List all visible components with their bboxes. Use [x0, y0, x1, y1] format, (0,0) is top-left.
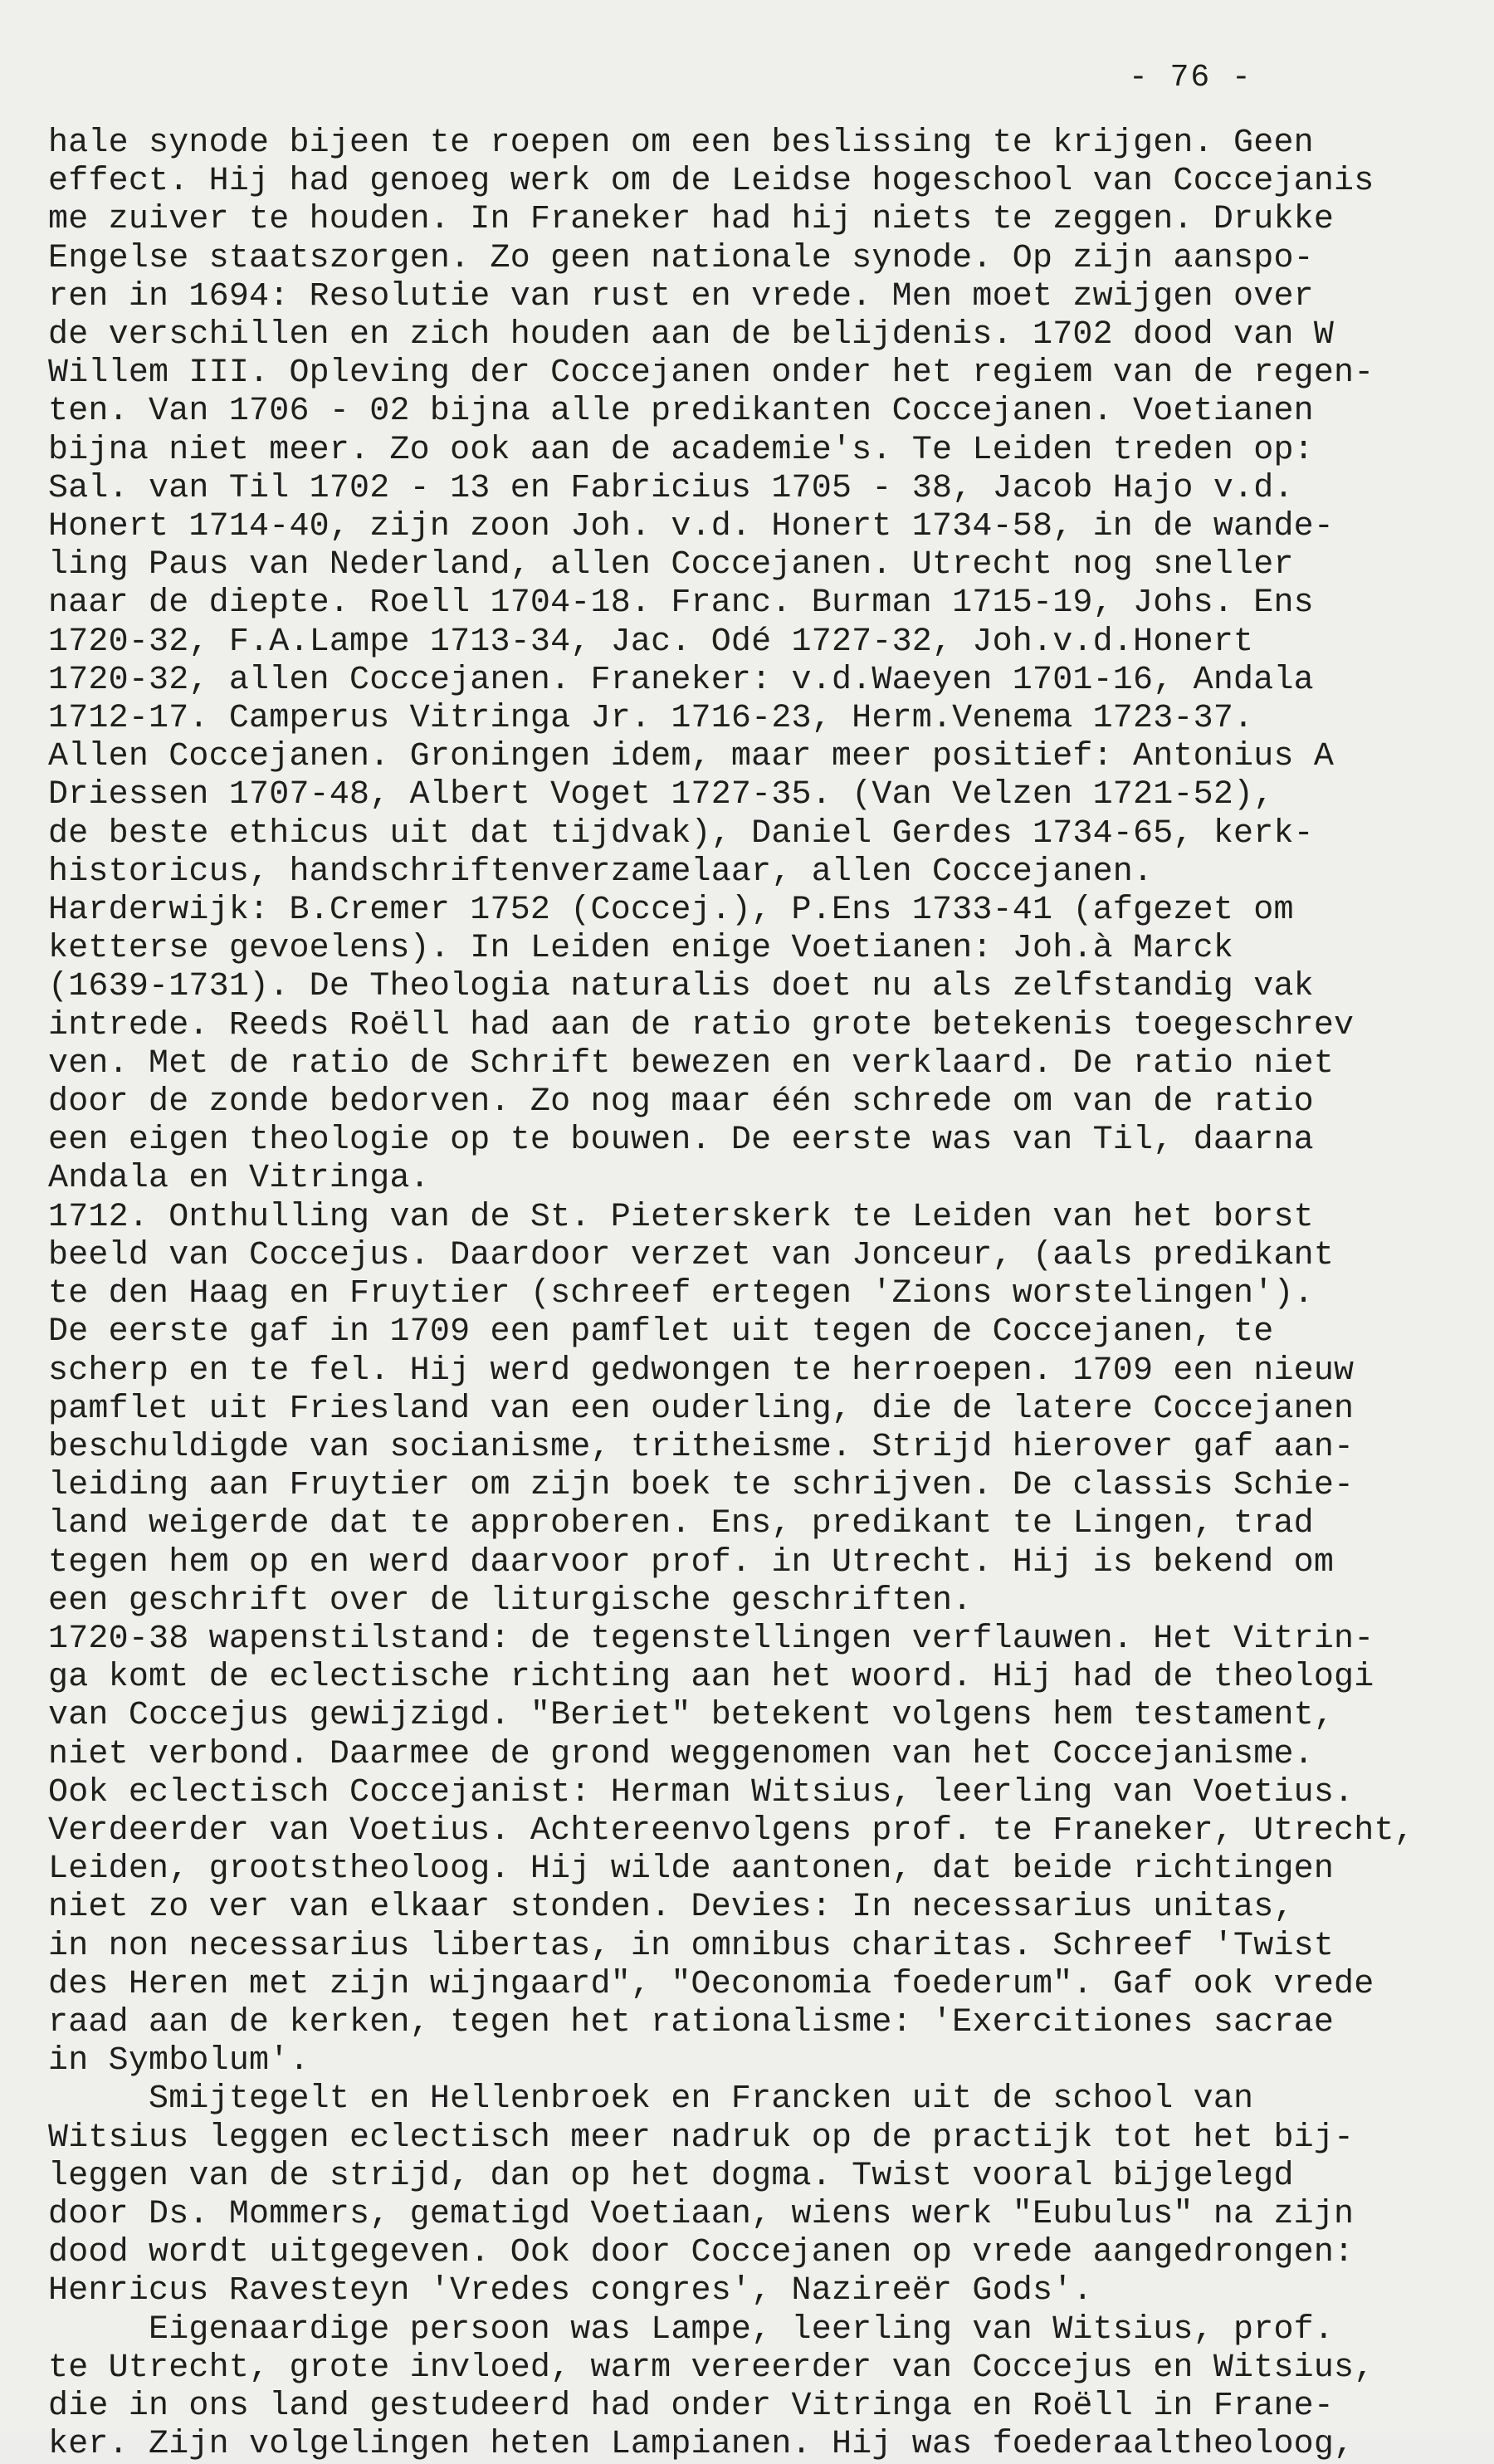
text-line: (1639-1731). De Theologia naturalis doet nu als zelfstandig vak	[48, 968, 1314, 1006]
text-line: door Ds. Mommers, gematigd Voetiaan, wiens werk "Eubulus" na zijn	[48, 2195, 1355, 2233]
text-line: effect. Hij had genoeg werk om de Leidse hogeschool van Coccejanis	[48, 163, 1374, 201]
text-line: Engelse staatszorgen. Zo geen nationale synode. Op zijn aanspo-	[48, 239, 1314, 277]
text-line: Andala en Vitringa.	[48, 1160, 430, 1198]
text-line: ker. Zijn volgelingen heten Lampianen. Hij was foederaaltheoloog,	[48, 2426, 1355, 2464]
text-line: door de zonde bedorven. Zo nog maar één schrede om van de ratio	[48, 1083, 1314, 1122]
text-line: Witsius leggen eclectisch meer nadruk op de practijk tot het bij-	[48, 2119, 1355, 2157]
text-line: tegen hem op en werd daarvoor prof. in Utrecht. Hij is bekend om	[48, 1543, 1335, 1582]
text-line: De eerste gaf in 1709 een pamflet uit tegen de Coccejanen, te	[48, 1313, 1274, 1352]
text-line: Allen Coccejanen. Groningen idem, maar meer positief: Antonius A	[48, 738, 1335, 776]
text-line: ga komt de eclectische richting aan het woord. Hij had de theologi	[48, 1659, 1374, 1697]
text-line: niet verbond. Daarmee de grond weggenomen van het Coccejanisme.	[48, 1735, 1314, 1773]
text-line: leggen van de strijd, dan op het dogma. Twist vooral bijgelegd	[48, 2157, 1294, 2195]
text-line: die in ons land gestudeerd had onder Vitringa en Roëll in Frane-	[48, 2387, 1335, 2425]
text-line: Ook eclectisch Coccejanist: Herman Witsius, leerling van Voetius.	[48, 1773, 1355, 1811]
text-line: scherp en te fel. Hij werd gedwongen te herroepen. 1709 een nieuw	[48, 1352, 1355, 1390]
text-line: van Coccejus gewijzigd. "Beriet" betekent volgens hem testament,	[48, 1697, 1335, 1735]
text-line: me zuiver te houden. In Franeker had hij niets te zeggen. Drukke	[48, 201, 1335, 239]
text-line: 1720-38 wapenstilstand: de tegenstellingen verflauwen. Het Vitrin-	[48, 1620, 1374, 1658]
text-line: naar de diepte. Roell 1704-18. Franc. Burman 1715-19, Johs. Ens	[48, 584, 1314, 623]
text-line: de verschillen en zich houden aan de belijdenis. 1702 dood van W	[48, 316, 1335, 354]
text-line: in non necessarius libertas, in omnibus charitas. Schreef 'Twist	[48, 1927, 1335, 1965]
text-line: Henricus Ravesteyn 'Vredes congres', Nazireër Gods'.	[48, 2272, 1093, 2310]
text-line: leiding aan Fruytier om zijn boek te schrijven. De classis Schie-	[48, 1467, 1355, 1505]
text-line: hale synode bijeen te roepen om een beslissing te krijgen. Geen	[48, 125, 1314, 162]
text-line: 1712. Onthulling van de St. Pieterskerk te Leiden van het borst	[48, 1198, 1314, 1236]
text-line: Willem III. Opleving der Coccejanen onder het regiem van de regen-	[48, 354, 1374, 393]
text-line: Honert 1714-40, zijn zoon Joh. v.d. Honert 1734-58, in de wande-	[48, 508, 1335, 546]
text-line: historicus, handschriftenverzamelaar, allen Coccejanen.	[48, 853, 1154, 891]
text-line: ling Paus van Nederland, allen Coccejanen. Utrecht nog sneller	[48, 546, 1294, 584]
text-line: ten. Van 1706 - 02 bijna alle predikanten Coccejanen. Voetianen	[48, 393, 1314, 431]
text-line: raad aan de kerken, tegen het rationalisme: 'Exercitiones sacrae	[48, 2003, 1335, 2041]
text-line: niet zo ver van elkaar stonden. Devies: In necessarius unitas,	[48, 1889, 1294, 1927]
text-line: Eigenaardige persoon was Lampe, leerling van Witsius, prof.	[48, 2310, 1335, 2349]
text-line: te den Haag en Fruytier (schreef ertegen 'Zions worstelingen').	[48, 1275, 1314, 1313]
text-line: Leiden, grootstheoloog. Hij wilde aantonen, dat beide richtingen	[48, 1850, 1335, 1889]
text-line: ketterse gevoelens). In Leiden enige Voetianen: Joh.à Marck	[48, 930, 1234, 968]
text-line: 1720-32, allen Coccejanen. Franeker: v.d.Waeyen 1701-16, Andala	[48, 661, 1314, 699]
text-line: 1720-32, F.A.Lampe 1713-34, Jac. Odé 1727-32, Joh.v.d.Honert	[48, 623, 1254, 661]
text-line: beeld van Coccejus. Daardoor verzet van Jonceur, (aals predikant	[48, 1236, 1335, 1274]
text-line: 1712-17. Camperus Vitringa Jr. 1716-23, Herm.Venema 1723-37.	[48, 700, 1254, 738]
text-line: bijna niet meer. Zo ook aan de academie's. Te Leiden treden op:	[48, 431, 1314, 469]
text-line: Verdeerder van Voetius. Achtereenvolgens prof. te Franeker, Utrecht,	[48, 1811, 1414, 1850]
text-line: de beste ethicus uit dat tijdvak), Daniel Gerdes 1734-65, kerk-	[48, 814, 1314, 853]
text-line: een eigen theologie op te bouwen. De eerste was van Til, daarna	[48, 1122, 1314, 1160]
text-line: een geschrift over de liturgische geschriften.	[48, 1582, 973, 1620]
text-line: Sal. van Til 1702 - 13 en Fabricius 1705 - 38, Jacob Hajo v.d.	[48, 469, 1294, 507]
text-line: Smijtegelt en Hellenbroek en Francken uit de school van	[48, 2080, 1254, 2119]
text-line: ren in 1694: Resolutie van rust en vrede. Men moet zwijgen over	[48, 277, 1314, 315]
text-line: land weigerde dat te approberen. Ens, predikant te Lingen, trad	[48, 1505, 1314, 1543]
text-line: pamflet uit Friesland van een ouderling, die de latere Coccejanen	[48, 1390, 1355, 1428]
text-line: dood wordt uitgegeven. Ook door Coccejanen op vrede aangedrongen:	[48, 2234, 1355, 2272]
page-number: - 76 -	[1129, 60, 1252, 95]
text-line: beschuldigde van socianisme, tritheisme. Strijd hierover gaf aan-	[48, 1428, 1355, 1466]
text-line: Driessen 1707-48, Albert Voget 1727-35. (Van Velzen 1721-52),	[48, 776, 1274, 814]
text-line: te Utrecht, grote invloed, warm vereerder van Coccejus en Witsius,	[48, 2349, 1374, 2387]
text-line: ven. Met de ratio de Schrift bewezen en verklaard. De ratio niet	[48, 1044, 1335, 1083]
typescript-body	[48, 125, 1476, 2464]
text-line: Harderwijk: B.Cremer 1752 (Coccej.), P.Ens 1733-41 (afgezet om	[48, 892, 1294, 930]
text-line: in Symbolum'.	[48, 2042, 310, 2080]
text-line: des Heren met zijn wijngaard", "Oeconomia foederum". Gaf ook vrede	[48, 1965, 1374, 2003]
text-line: intrede. Reeds Roëll had aan de ratio grote betekenis toegeschrev	[48, 1006, 1355, 1044]
